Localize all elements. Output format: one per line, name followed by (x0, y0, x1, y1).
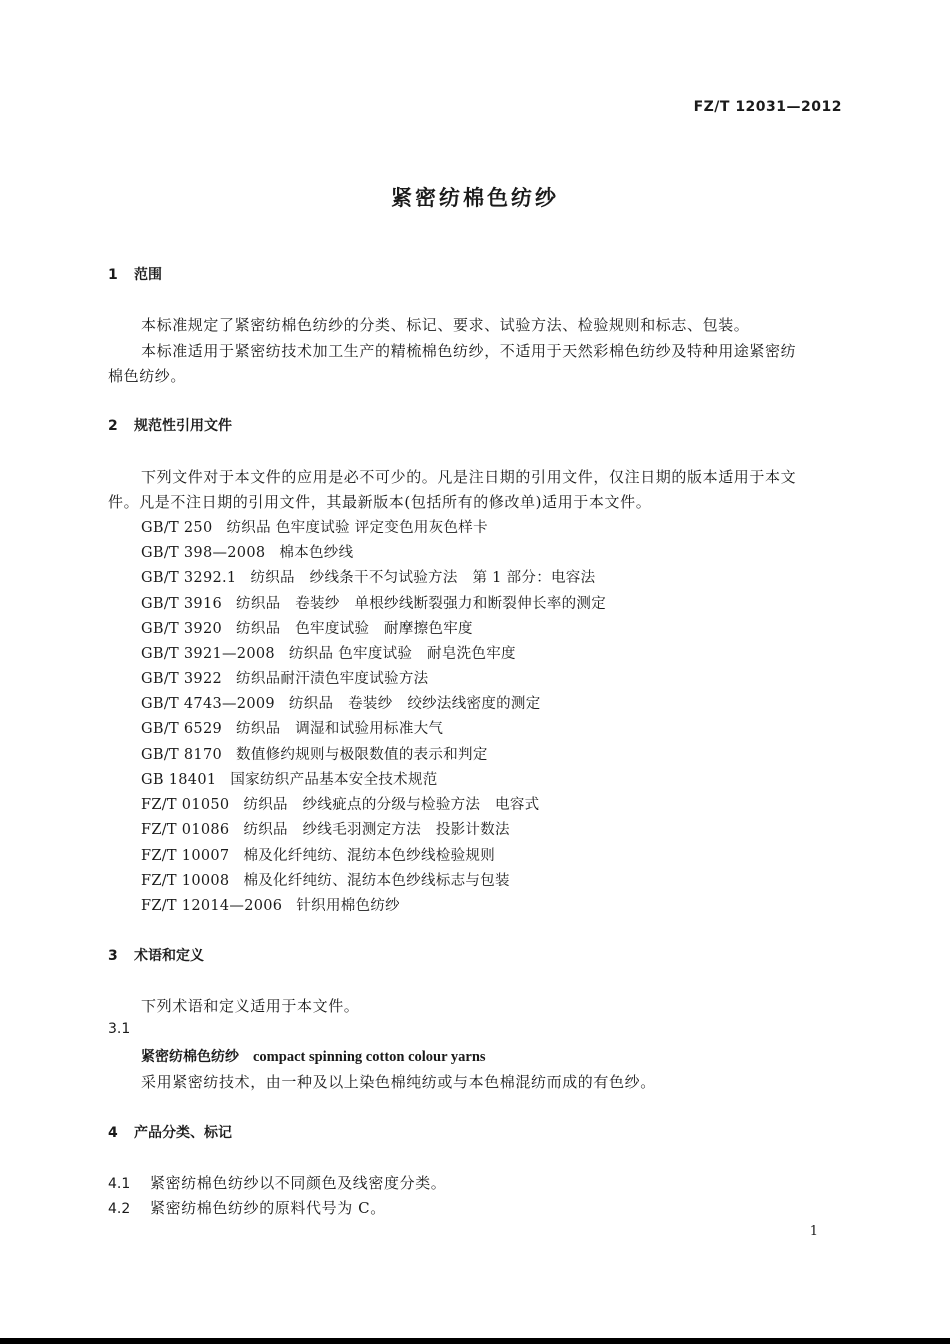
reference-title: 数值修约规则与极限数值的表示和判定 (236, 747, 488, 763)
reference-code: FZ/T 01050 (141, 797, 230, 813)
clause-number: 4.1 (108, 1176, 131, 1192)
page-number: 1 (809, 1224, 818, 1239)
reference-code: GB/T 4743—2009 (141, 696, 275, 712)
reference-title: 棉及化纤纯纺、混纺本色纱线检验规则 (243, 848, 496, 864)
reference-item (141, 844, 495, 865)
reference-item (141, 667, 428, 688)
term-definition: 采用紧密纺技术，由一种及以上染色棉纯纺或与本色棉混纺而成的有色纱。 (141, 1073, 656, 1091)
reference-item (141, 717, 443, 738)
reference-title: 棉本色纱线 (279, 545, 354, 561)
reference-title: 针织用棉色纺纱 (296, 898, 400, 914)
clause-number: 4.2 (108, 1201, 131, 1217)
reference-item (141, 566, 595, 587)
paragraph-continuation: 件。凡是不注日期的引用文件，其最新版本(包括所有的修改单)适用于本文件。 (108, 493, 652, 511)
reference-code: GB/T 3292.1 (141, 570, 237, 586)
reference-code: GB/T 3916 (141, 596, 223, 612)
section-title: 规范性引用文件 (134, 418, 232, 434)
reference-item (141, 818, 510, 839)
standard-code: FZ/T 12031—2012 (693, 99, 842, 115)
reference-title: 纺织品 纱线条干不匀试验方法 第 1 部分：电容法 (250, 570, 596, 586)
reference-code: GB/T 398—2008 (141, 545, 266, 561)
reference-code: GB 18401 (141, 772, 217, 788)
reference-item (141, 592, 606, 613)
clause-item (108, 1172, 446, 1193)
reference-code: GB/T 3922 (141, 671, 223, 687)
term-english: compact spinning cotton colour yarns (253, 1049, 486, 1065)
reference-title: 纺织品 卷装纱 单根纱线断裂强力和断裂伸长率的测定 (236, 596, 607, 612)
reference-item (141, 768, 438, 789)
reference-item (141, 617, 473, 638)
reference-item (141, 642, 516, 663)
paragraph: 本标准规定了紧密纺棉色纺纱的分类、标记、要求、试验方法、检验规则和标志、包装。 (141, 316, 750, 334)
reference-item (141, 869, 510, 890)
reference-code: GB/T 6529 (141, 721, 223, 737)
reference-item (141, 743, 488, 764)
reference-code: FZ/T 10008 (141, 873, 230, 889)
reference-title: 纺织品 调湿和试验用标准大气 (236, 721, 444, 737)
reference-item (141, 692, 541, 713)
reference-code: GB/T 250 (141, 520, 213, 536)
section-title: 产品分类、标记 (134, 1125, 232, 1141)
reference-title: 纺织品 纱线毛羽测定方法 投影计数法 (243, 822, 510, 838)
reference-code: GB/T 3920 (141, 621, 223, 637)
paragraph: 下列文件对于本文件的应用是必不可少的。凡是注日期的引用文件，仅注日期的版本适用于本文 (141, 468, 797, 486)
section-number: 2 (108, 418, 118, 434)
reference-item (141, 793, 539, 814)
paragraph-continuation: 棉色纺纱。 (108, 367, 187, 385)
reference-code: FZ/T 10007 (141, 848, 230, 864)
term-chinese: 紧密纺棉色纺纱 (141, 1049, 239, 1065)
section-number: 3 (108, 948, 118, 964)
clause-text: 紧密纺棉色纺纱的原料代号为 C。 (150, 1199, 386, 1217)
section-number: 4 (108, 1125, 118, 1141)
section-title: 术语和定义 (134, 948, 204, 964)
section-4-heading (108, 1122, 232, 1142)
reference-title: 国家纺织产品基本安全技术规范 (230, 772, 438, 788)
section-3-heading (108, 945, 204, 965)
subsection-number: 3.1 (108, 1021, 131, 1037)
term-entry (141, 1046, 486, 1066)
reference-code: FZ/T 01086 (141, 822, 230, 838)
section-title: 范围 (134, 267, 162, 283)
section-1-heading (108, 264, 162, 284)
reference-title: 棉及化纤纯纺、混纺本色纱线标志与包装 (243, 873, 510, 889)
paragraph: 本标准适用于紧密纺技术加工生产的精梳棉色纺纱，不适用于天然彩棉色纺纱及特种用途紧密纺 (141, 342, 797, 360)
reference-title: 纺织品 卷装纱 绞纱法线密度的测定 (288, 696, 541, 712)
reference-code: GB/T 3921—2008 (141, 646, 275, 662)
section-2-heading (108, 415, 232, 435)
reference-code: GB/T 8170 (141, 747, 223, 763)
reference-title: 纺织品 纱线疵点的分级与检验方法 电容式 (243, 797, 540, 813)
paragraph: 下列术语和定义适用于本文件。 (141, 997, 360, 1015)
document-title: 紧密纺棉色纺纱 (391, 186, 559, 210)
reference-item (141, 894, 400, 915)
reference-title: 纺织品耐汗渍色牢度试验方法 (236, 671, 429, 687)
section-number: 1 (108, 267, 118, 283)
page-bottom-border (0, 1338, 950, 1344)
reference-title: 纺织品 色牢度试验 耐摩擦色牢度 (236, 621, 473, 637)
clause-text: 紧密纺棉色纺纱以不同颜色及线密度分类。 (150, 1174, 447, 1192)
reference-code: FZ/T 12014—2006 (141, 898, 283, 914)
reference-item (141, 516, 488, 537)
reference-item (141, 541, 353, 562)
reference-title: 纺织品 色牢度试验 评定变色用灰色样卡 (226, 520, 488, 536)
clause-item (108, 1197, 386, 1218)
reference-title: 纺织品 色牢度试验 耐皂洗色牢度 (288, 646, 516, 662)
